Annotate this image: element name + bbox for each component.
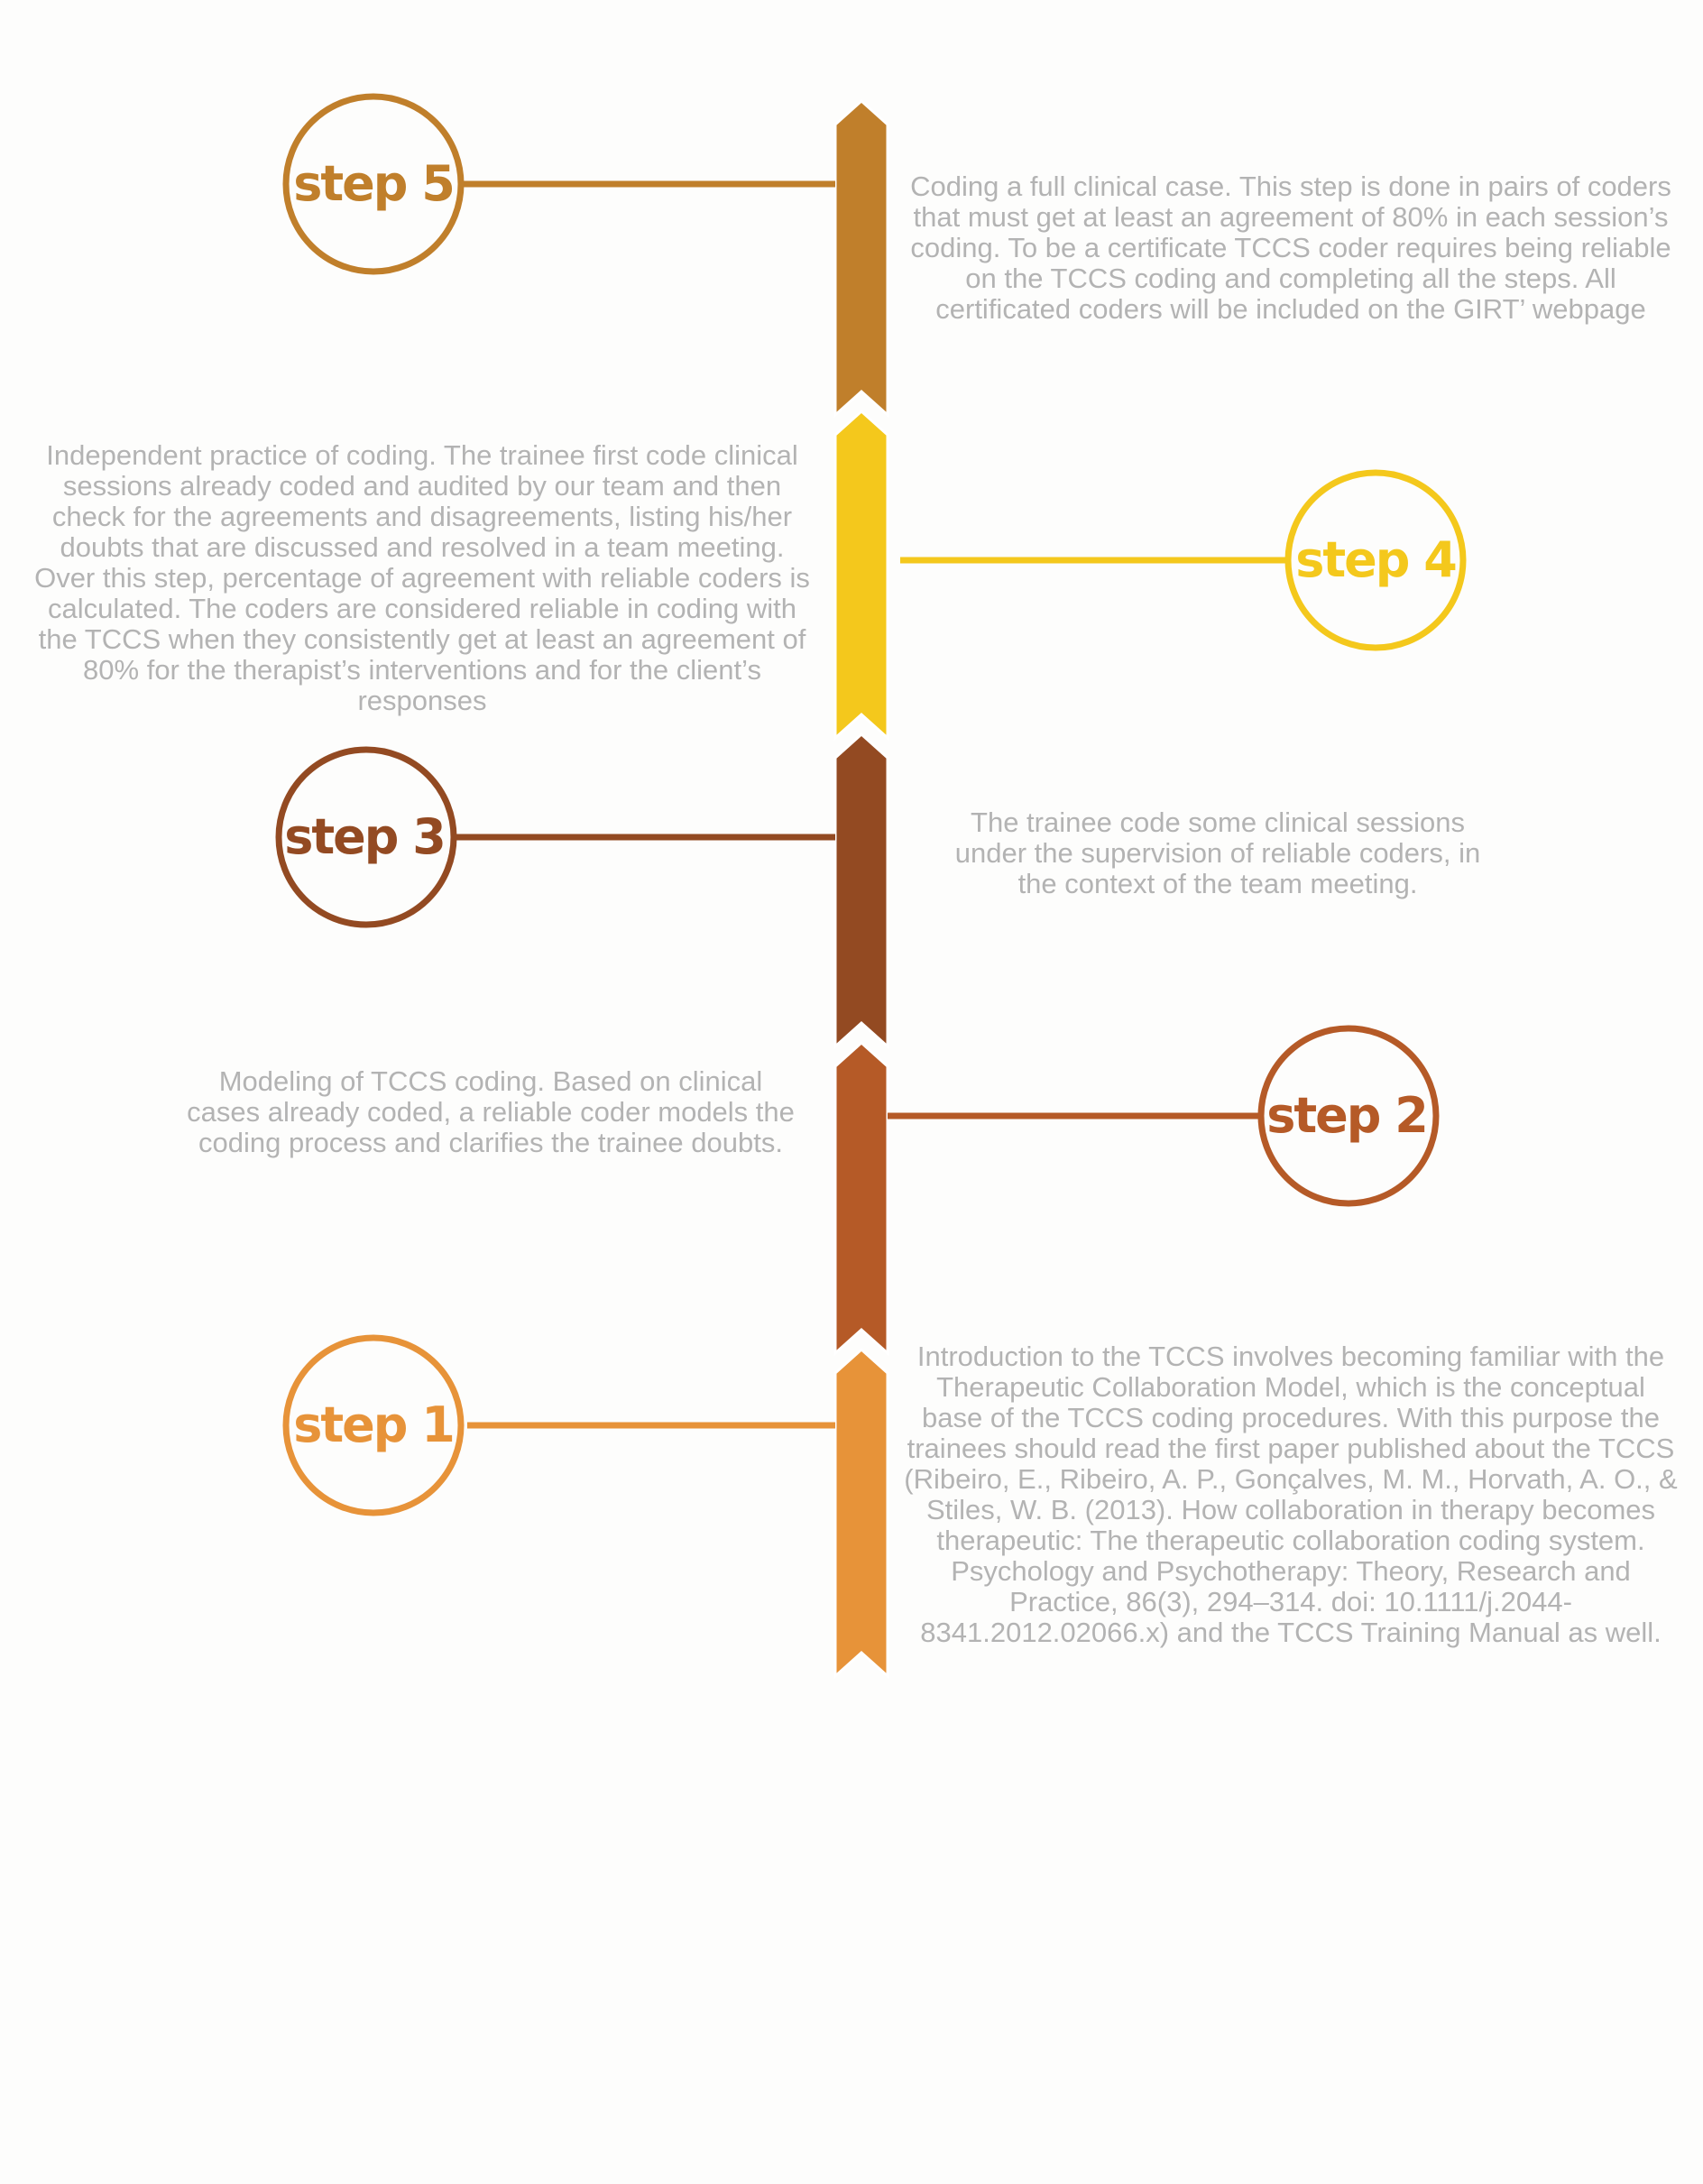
step-3-description: The trainee code some clinical sessions under the supervision of reliable coders, in the context of the team meeting. [954,806,1481,899]
timeline-segment-step-4 [835,411,888,738]
step-2-label: step 2 [1266,1087,1427,1144]
step-5-label: step 5 [293,155,454,212]
step-4-badge [1288,473,1463,648]
step-4-label: step 4 [1295,531,1456,588]
timeline-segment-step-2 [835,1043,888,1353]
step-1-label: step 1 [293,1396,454,1453]
step-5-badge [286,97,461,272]
step-1-badge [286,1338,461,1513]
step-4-description: Independent practice of coding. The trainee first code clinical sessions already coded and audited by our team and then check for the agreements and disagreements, listing his/her doubts that are discussed and resolved in a team meeting. Over this step, percentage of agreement with reliable coders is calculated. The coders are considered reliable in coding with the TCCS when they consistently get at least an agreement of 80% for the therapist’s interventions and for the client’s responses [34,439,810,716]
step-3-label: step 3 [284,808,445,865]
timeline-segment-step-5 [835,101,888,415]
step-5-description: Coding a full clinical case. This step is done in pairs of coders that must get at least an agreement of 80% in each session’s coding. To be a certificate TCCS coder requires being reliable on the TCCS coding and completing all the steps. All certificated coders will be included on the GIRT’ webpage [910,170,1671,325]
step-2-description: Modeling of TCCS coding. Based on clinical cases already coded, a reliable coder models the coding process and clarifies the trainee doubts. [187,1065,795,1158]
step-3-badge [279,750,454,925]
timeline-segment-step-1 [835,1350,888,1676]
step-1-description: Introduction to the TCCS involves becoming familiar with the Therapeutic Collaboration Model, which is the conceptual base of the TCCS coding procedures. With this purpose the trainees should read the first paper published about the TCCS (Ribeiro, E., Ribeiro, A. P., Gonçalves, M. M., Horvath, A. O., & Stiles, W. B. (2013). How collaboration in therapy becomes therapeutic: The therapeutic collaboration coding system. Psychology and Psychotherapy: Theory, Research and Practice, 86(3), 294–314. doi: 10.1111/j.2044-8341.2012.02066.x) and the TCCS Training Manual as well. [904,1341,1678,1648]
timeline-segment-step-3 [835,734,888,1046]
step-2-badge [1261,1028,1436,1203]
